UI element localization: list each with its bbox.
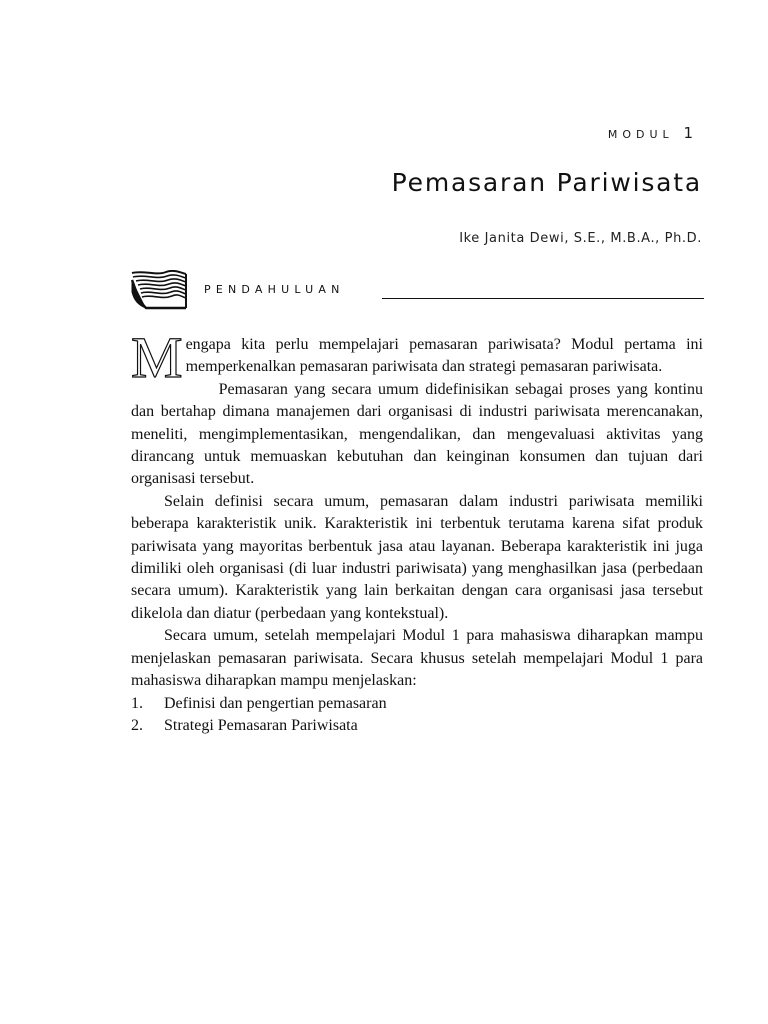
objectives-list bbox=[131, 693, 703, 738]
module-number: 1 bbox=[683, 124, 698, 142]
list-number: 1. bbox=[131, 694, 143, 712]
open-book-icon bbox=[130, 270, 188, 310]
list-text: Definisi dan pengertian pemasaran bbox=[164, 694, 387, 712]
section-header bbox=[130, 270, 704, 312]
intro-text: engapa kita perlu mempelajari pemasaran pariwisata? Modul pertama ini memperkenalkan pemasaran pariwisata dan strategi pemasaran pariwisata. bbox=[185, 336, 703, 376]
paragraph-3: Selain definisi secara umum, pemasaran dalam industri pariwisata memiliki beberapa karakteristik unik. Karakteristik ini terbentuk terutama karena sifat produk pariwisata yang mayoritas berbentuk jasa atau layanan. Beberapa karakteristik ini juga dimiliki oleh organisasi (di luar industri pariwisata) yang menghasilkan jasa (perbedaan secara umum). Karakteristik yang lain berkaitan dengan cara organisasi jasa tersebut dikelola dan diatur (perbedaan yang kontekstual). bbox=[131, 492, 703, 622]
author-line: Ike Janita Dewi, S.E., M.B.A., Ph.D. bbox=[459, 231, 702, 246]
drop-cap: M bbox=[131, 325, 183, 390]
section-title: PENDAHULUAN bbox=[204, 283, 345, 296]
section-divider bbox=[382, 298, 704, 299]
body-text bbox=[131, 325, 703, 737]
list-item bbox=[131, 715, 703, 737]
list-item bbox=[131, 693, 703, 715]
paragraph-4: Secara umum, setelah mempelajari Modul 1 para mahasiswa diharapkan mampu menjelaskan pemasaran pariwisata. Secara khusus setelah mempelajari Modul 1 para mahasiswa diharapkan mampu menjelaskan: bbox=[131, 627, 703, 690]
paragraph-2: Pemasaran yang secara umum didefinisikan sebagai proses yang kontinu dan bertahap dimana manajemen dari organisasi di industri pariwisata merencanakan, meneliti, mengimplementasikan, mengendalikan, dan mengevaluasi aktivitas yang dirancang untuk memuaskan kebutuhan dan keinginan konsumen dan tujuan dari organisasi tersebut. bbox=[131, 380, 703, 488]
list-text: Strategi Pemasaran Pariwisata bbox=[164, 716, 358, 734]
module-word: modul bbox=[607, 124, 674, 142]
list-number: 2. bbox=[131, 716, 143, 734]
intro-paragraph bbox=[131, 325, 703, 390]
module-label bbox=[608, 124, 698, 142]
page-title: Pemasaran Pariwisata bbox=[391, 168, 702, 197]
